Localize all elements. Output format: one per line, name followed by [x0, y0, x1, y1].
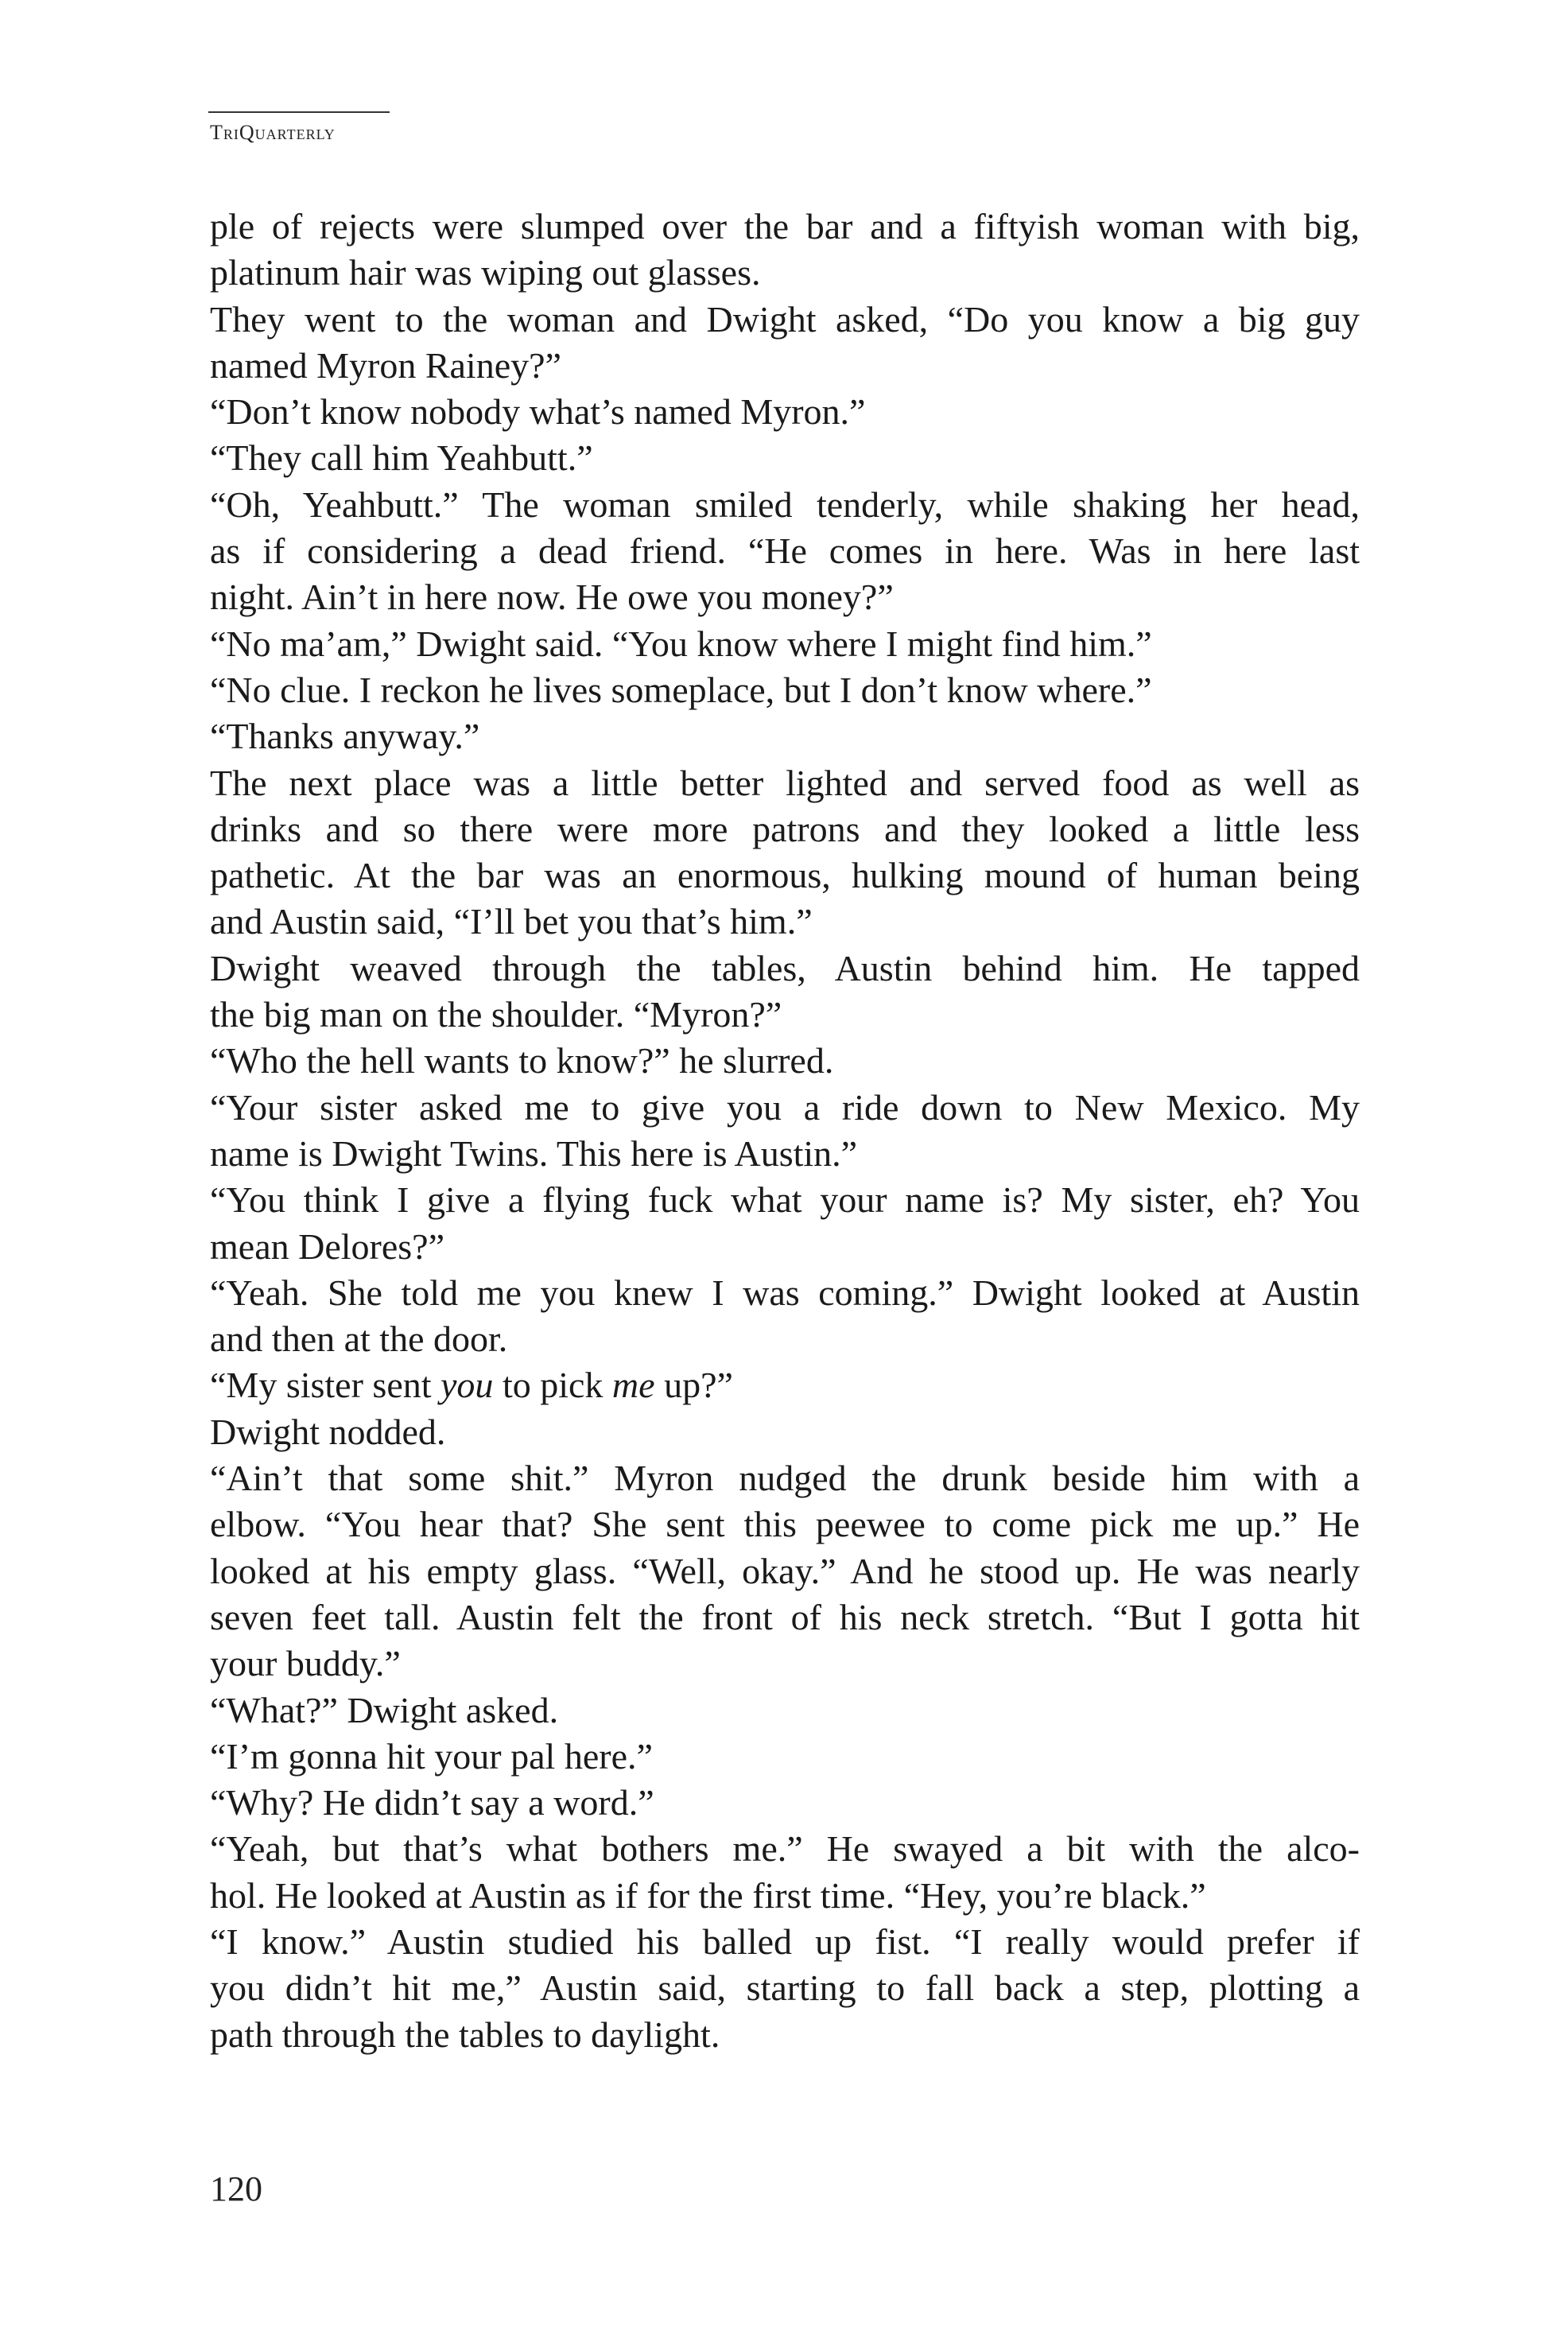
- text-line: “What?” Dwight asked.: [210, 1689, 559, 1730]
- text-line: path through the tables to daylight.: [210, 2014, 720, 2055]
- text-line: “Oh, Yeahbutt.” The woman smiled tenderly, while shaking her head,: [210, 483, 1360, 525]
- text-line: as if considering a dead friend. “He comes in here. Was in here last: [210, 530, 1360, 572]
- text-line: pathetic. At the bar was an enormous, hulking mound of human being: [210, 855, 1360, 896]
- text-line: drinks and so there were more patrons and they looked a little less: [210, 808, 1360, 849]
- text-line: “Thanks anyway.”: [210, 716, 480, 757]
- text-line: “No clue. I reckon he lives someplace, but I don’t know where.”: [210, 669, 1152, 710]
- text-line: your buddy.”: [210, 1643, 401, 1684]
- text-line: looked at his empty glass. “Well, okay.” And he stood up. He was nearly: [210, 1550, 1360, 1591]
- text-line: you didn’t hit me,” Austin said, starting to fall back a step, plotting a: [210, 1967, 1360, 2009]
- text-line: Dwight nodded.: [210, 1411, 446, 1452]
- text-line: Dwight weaved through the tables, Austin behind him. He tapped: [210, 947, 1360, 988]
- text-line: seven feet tall. Austin felt the front of his neck stretch. “But I gotta hit: [210, 1596, 1360, 1637]
- text-line: platinum hair was wiping out glasses.: [210, 252, 761, 293]
- text-line: “They call him Yeahbutt.”: [210, 437, 593, 479]
- text-line: [210, 1362, 1360, 1408]
- text-line: “Why? He didn’t say a word.”: [210, 1782, 654, 1823]
- running-head: TriQuarterly: [210, 121, 336, 144]
- text-line: “Yeah, but that’s what bothers me.” He swayed a bit with the alco-: [210, 1828, 1360, 1870]
- text-line: night. Ain’t in here now. He owe you money?”: [210, 577, 894, 618]
- text-line: “Who the hell wants to know?” he slurred.: [210, 1040, 834, 1082]
- text-segment: “My sister sent: [210, 1365, 441, 1406]
- text-line: “Ain’t that some shit.” Myron nudged the drunk beside him with a: [210, 1458, 1360, 1499]
- italic-word: you: [441, 1365, 494, 1406]
- text-line: elbow. “You hear that? She sent this peewee to come pick me up.” He: [210, 1504, 1360, 1545]
- text-line: and then at the door.: [210, 1318, 508, 1360]
- text-line: “Don’t know nobody what’s named Myron.”: [210, 391, 866, 433]
- text-line: name is Dwight Twins. This here is Austin.”: [210, 1132, 858, 1174]
- text-line: They went to the woman and Dwight asked, “Do you know a big guy: [210, 298, 1360, 340]
- text-line: “You think I give a flying fuck what your name is? My sister, eh? You: [210, 1179, 1360, 1221]
- text-line: “Yeah. She told me you knew I was coming.” Dwight looked at Austin: [210, 1272, 1360, 1313]
- text-line: ple of rejects were slumped over the bar and a fiftyish woman with big,: [210, 206, 1360, 247]
- text-line: and Austin said, “I’ll bet you that’s him.”: [210, 901, 813, 942]
- text-line: “No ma’am,” Dwight said. “You know where I might find him.”: [210, 623, 1152, 664]
- text-line: the big man on the shoulder. “Myron?”: [210, 994, 782, 1035]
- page-number: 120: [210, 2169, 262, 2208]
- text-segment: to pick: [493, 1365, 612, 1406]
- body-text: [210, 204, 1360, 2058]
- text-line: named Myron Rainey?”: [210, 344, 561, 386]
- text-line: “Your sister asked me to give you a ride down to New Mexico. My: [210, 1086, 1360, 1128]
- running-head-rule: [208, 111, 390, 113]
- text-segment: up?”: [654, 1365, 733, 1406]
- italic-word: me: [611, 1365, 655, 1406]
- text-line: “I know.” Austin studied his balled up fist. “I really would prefer if: [210, 1920, 1360, 1962]
- text-line: “I’m gonna hit your pal here.”: [210, 1735, 653, 1777]
- text-line: The next place was a little better lighted and served food as well as: [210, 762, 1360, 803]
- text-line: hol. He looked at Austin as if for the first time. “Hey, you’re black.”: [210, 1874, 1206, 1916]
- text-line: mean Delores?”: [210, 1225, 445, 1267]
